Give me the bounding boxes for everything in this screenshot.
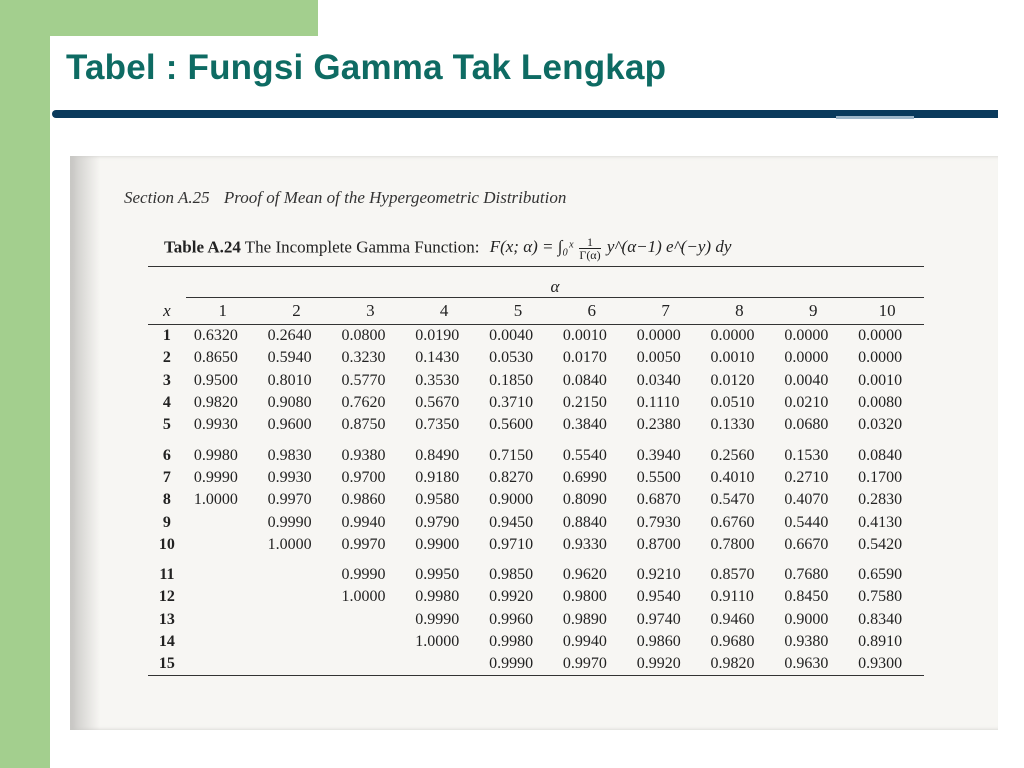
cdf-value: 0.9940	[341, 513, 386, 531]
cdf-value: 0.0530	[489, 349, 534, 367]
cdf-value: 0.9210	[636, 566, 681, 584]
cdf-value: 0.9940	[562, 633, 607, 650]
cdf-value: 0.0080	[858, 394, 903, 412]
cdf-value: 0.8490	[415, 446, 460, 464]
cdf-value: 0.3230	[341, 349, 386, 367]
cdf-value: 0.8340	[858, 610, 903, 628]
cdf-value	[260, 609, 334, 631]
cdf-value: 0.2150	[562, 394, 607, 412]
x-value: 8	[162, 491, 171, 509]
cdf-value: 0.9820	[193, 394, 238, 412]
cdf-value	[407, 653, 481, 676]
cdf-value: 1.0000	[267, 535, 312, 553]
cdf-value: 0.5940	[267, 349, 312, 367]
cdf-value: 0.2380	[636, 416, 681, 434]
x-value: 14	[158, 633, 175, 650]
cdf-value: 0.9300	[858, 655, 903, 673]
cdf-value: 0.8090	[562, 491, 607, 509]
cdf-value: 0.9630	[784, 655, 829, 673]
section-label: Section A.25	[124, 188, 210, 207]
cdf-value: 0.5770	[341, 371, 386, 389]
cdf-value: 0.0170	[562, 349, 607, 367]
cdf-value: 0.0340	[636, 371, 681, 389]
cdf-value: 0.0510	[710, 394, 755, 412]
cdf-value: 0.4070	[784, 491, 829, 509]
cdf-value	[260, 631, 334, 653]
cdf-value: 0.5500	[636, 468, 681, 486]
cdf-value: 0.9600	[267, 416, 312, 434]
cdf-value: 0.9930	[193, 416, 238, 434]
group-gap	[148, 556, 924, 564]
cdf-value: 0.6870	[636, 491, 681, 509]
cdf-value	[333, 631, 407, 653]
alpha-label: α	[186, 277, 924, 298]
cdf-value: 0.8270	[489, 468, 534, 486]
cdf-value: 0.1330	[710, 416, 755, 434]
formula-left: F(x; α) = ∫₀ˣ	[489, 237, 574, 257]
cdf-value	[186, 631, 260, 653]
cdf-value: 0.3710	[489, 394, 534, 412]
cdf-value: 0.7680	[784, 566, 829, 584]
incomplete-gamma-table	[148, 266, 924, 680]
cdf-value: 0.9990	[267, 513, 312, 531]
cdf-value	[186, 564, 260, 586]
slide-title: Tabel : Fungsi Gamma Tak Lengkap	[66, 48, 667, 87]
cdf-value: 0.0000	[858, 349, 903, 367]
cdf-value: 0.4010	[710, 468, 755, 486]
x-value: 4	[162, 394, 171, 412]
cdf-value: 0.4130	[858, 513, 903, 531]
cdf-value	[333, 653, 407, 676]
scanned-page	[70, 156, 998, 730]
cdf-value: 0.9920	[489, 588, 534, 606]
cdf-value: 0.0210	[784, 394, 829, 412]
table-row	[148, 564, 924, 586]
cdf-value: 0.9920	[636, 655, 681, 673]
cdf-value: 0.9460	[710, 610, 755, 628]
table-row	[148, 489, 924, 511]
top-accent-bar	[0, 0, 318, 36]
formula-fraction	[579, 236, 600, 261]
cdf-value: 0.9820	[710, 655, 755, 673]
caption-text: The Incomplete Gamma Function:	[244, 237, 480, 257]
cdf-value: 0.0840	[858, 446, 903, 464]
cdf-value: 0.5670	[415, 394, 460, 412]
cdf-value: 0.9740	[636, 610, 681, 628]
cdf-value	[186, 534, 260, 556]
cdf-value: 0.9860	[341, 491, 386, 509]
cdf-value: 0.8650	[193, 349, 238, 367]
formula-numerator: 1	[579, 236, 600, 249]
x-value: 1	[162, 327, 171, 345]
x-column-header: x	[148, 298, 186, 325]
alpha-column-header: 3	[333, 298, 407, 325]
cdf-value: 0.9110	[710, 588, 754, 606]
cdf-value: 0.0000	[858, 327, 903, 345]
cdf-value: 0.9000	[489, 491, 534, 509]
alpha-column-header: 1	[186, 298, 260, 325]
table-row	[148, 414, 924, 436]
cdf-value: 0.9680	[710, 633, 755, 650]
alpha-column-header: 2	[260, 298, 334, 325]
cdf-value: 0.9900	[415, 535, 460, 553]
cdf-value: 0.9450	[489, 513, 534, 531]
cdf-value: 0.5540	[562, 446, 607, 464]
alpha-column-header: 6	[555, 298, 629, 325]
cdf-value: 0.0120	[710, 371, 755, 389]
cdf-value: 0.9080	[267, 394, 312, 412]
alpha-header-row	[148, 277, 924, 298]
column-header-row	[148, 298, 924, 325]
table-row	[148, 370, 924, 392]
cdf-value: 0.9990	[415, 610, 460, 628]
cdf-value: 0.9860	[636, 633, 681, 650]
table-row	[148, 392, 924, 414]
x-value: 2	[162, 349, 171, 367]
cdf-value: 0.3530	[415, 371, 460, 389]
cdf-value: 0.9980	[489, 633, 534, 650]
cdf-value: 0.2560	[710, 446, 755, 464]
cdf-value: 0.0320	[858, 416, 903, 434]
cdf-value: 0.5600	[489, 416, 534, 434]
cdf-value: 0.6760	[710, 513, 755, 531]
cdf-value: 0.9950	[415, 566, 460, 584]
table-row	[148, 511, 924, 533]
cdf-value: 0.0840	[562, 371, 607, 389]
table-bottom-rule	[148, 676, 924, 681]
cdf-value: 0.8840	[562, 513, 607, 531]
cdf-value: 0.9930	[267, 468, 312, 486]
cdf-value: 0.8450	[784, 588, 829, 606]
alpha-column-header: 9	[776, 298, 850, 325]
cdf-value: 0.1700	[858, 468, 903, 486]
table-row	[148, 631, 924, 653]
cdf-value: 0.9850	[489, 566, 534, 584]
cdf-value: 0.0680	[784, 416, 829, 434]
cdf-value: 0.0050	[636, 349, 681, 367]
cdf-value: 0.9540	[636, 588, 681, 606]
cdf-value: 0.0000	[636, 327, 681, 345]
scan-shadow-edge	[70, 156, 100, 730]
cdf-value: 0.1530	[784, 446, 829, 464]
cdf-value: 0.9980	[415, 588, 460, 606]
section-title: Proof of Mean of the Hypergeometric Distribution	[223, 188, 567, 207]
cdf-value: 0.9330	[562, 535, 607, 553]
cdf-value: 0.8570	[710, 566, 755, 584]
caption-label: Table A.24	[164, 237, 241, 257]
alpha-column-header: 7	[629, 298, 703, 325]
x-value: 7	[162, 468, 171, 486]
cdf-value: 0.9580	[415, 491, 460, 509]
cdf-value: 0.7620	[341, 394, 386, 412]
cdf-value: 0.9970	[562, 655, 607, 673]
cdf-value	[186, 511, 260, 533]
cdf-value	[186, 609, 260, 631]
alpha-column-header: 4	[407, 298, 481, 325]
group-gap	[148, 436, 924, 444]
cdf-value: 1.0000	[341, 588, 386, 606]
table-row	[148, 325, 924, 348]
cdf-value: 0.0800	[341, 327, 386, 345]
cdf-value: 0.9000	[784, 610, 829, 628]
table-row	[148, 347, 924, 369]
cdf-value: 0.9970	[267, 491, 312, 509]
cdf-value: 0.7580	[858, 588, 903, 606]
x-value: 10	[158, 535, 175, 553]
cdf-value: 0.0040	[784, 371, 829, 389]
cdf-value	[186, 586, 260, 608]
cdf-value: 0.9700	[341, 468, 386, 486]
cdf-value	[333, 609, 407, 631]
left-accent-bar	[0, 0, 50, 768]
table-top-rule	[148, 267, 924, 278]
cdf-value	[260, 564, 334, 586]
x-value: 6	[162, 446, 171, 464]
cdf-value: 0.6320	[193, 327, 238, 345]
cdf-value: 0.7350	[415, 416, 460, 434]
x-value: 5	[162, 416, 171, 434]
cdf-value: 0.0000	[710, 327, 755, 345]
cdf-value: 0.2830	[858, 491, 903, 509]
cdf-value: 0.9790	[415, 513, 460, 531]
cdf-value: 0.9980	[193, 446, 238, 464]
cdf-value: 0.9890	[562, 610, 607, 628]
cdf-value: 0.1430	[415, 349, 460, 367]
cdf-value: 0.9830	[267, 446, 312, 464]
cdf-value: 0.6670	[784, 535, 829, 553]
cdf-value: 0.8750	[341, 416, 386, 434]
formula-right: y^(α−1) e^(−y) dy	[606, 237, 732, 257]
cdf-value: 0.5470	[710, 491, 755, 509]
cdf-value: 0.9990	[341, 566, 386, 584]
cdf-value: 0.3940	[636, 446, 681, 464]
table-row	[148, 609, 924, 631]
cdf-value: 1.0000	[193, 491, 238, 509]
cdf-value: 0.3840	[562, 416, 607, 434]
cdf-value: 0.0040	[489, 327, 534, 345]
cdf-value	[186, 653, 260, 676]
cdf-value: 0.9180	[415, 468, 460, 486]
cdf-value: 0.0190	[415, 327, 460, 345]
alpha-column-header: 5	[481, 298, 555, 325]
cdf-value: 0.9500	[193, 371, 238, 389]
cdf-value: 0.9380	[784, 633, 829, 650]
table-caption	[164, 236, 731, 261]
cdf-value: 0.9380	[341, 446, 386, 464]
section-heading	[124, 188, 566, 208]
alpha-column-header: 8	[703, 298, 777, 325]
cdf-value: 0.9800	[562, 588, 607, 606]
alpha-column-header: 10	[850, 298, 924, 325]
table-row	[148, 534, 924, 556]
cdf-value: 0.0000	[784, 327, 829, 345]
cdf-value: 0.0010	[858, 371, 903, 389]
cdf-value: 0.9990	[489, 655, 534, 673]
cdf-value: 0.8700	[636, 535, 681, 553]
cdf-value: 0.0010	[710, 349, 755, 367]
cdf-value	[260, 653, 334, 676]
cdf-value	[260, 586, 334, 608]
cdf-value: 0.5420	[858, 535, 903, 553]
cdf-value: 0.7930	[636, 513, 681, 531]
gamma-formula	[489, 235, 732, 262]
cdf-value: 0.5440	[784, 513, 829, 531]
x-value: 13	[158, 610, 175, 628]
x-value: 9	[162, 513, 171, 531]
cdf-value: 0.1850	[489, 371, 534, 389]
table-row	[148, 444, 924, 466]
cdf-value: 0.9620	[562, 566, 607, 584]
x-value: 11	[159, 566, 175, 584]
x-value: 15	[158, 655, 175, 673]
cdf-value: 0.2710	[784, 468, 829, 486]
x-value: 3	[162, 371, 171, 389]
title-underline-accent	[836, 116, 914, 119]
cdf-value: 0.1110	[636, 394, 680, 412]
cdf-value: 0.0010	[562, 327, 607, 345]
cdf-value: 0.0000	[784, 349, 829, 367]
cdf-value: 0.8010	[267, 371, 312, 389]
cdf-value: 0.8910	[858, 633, 903, 650]
cdf-value: 0.2640	[267, 327, 312, 345]
cdf-value: 0.9710	[489, 535, 534, 553]
cdf-value: 0.7150	[489, 446, 534, 464]
cdf-value: 0.9960	[489, 610, 534, 628]
table-row	[148, 653, 924, 676]
cdf-value: 0.9990	[193, 468, 238, 486]
formula-denominator: Γ(α)	[579, 248, 601, 262]
x-value: 12	[158, 588, 175, 606]
table-row	[148, 467, 924, 489]
table-row	[148, 586, 924, 608]
cdf-value: 0.9970	[341, 535, 386, 553]
cdf-value: 1.0000	[415, 633, 460, 650]
cdf-value: 0.6590	[858, 566, 903, 584]
cdf-value: 0.7800	[710, 535, 755, 553]
cdf-value: 0.6990	[562, 468, 607, 486]
